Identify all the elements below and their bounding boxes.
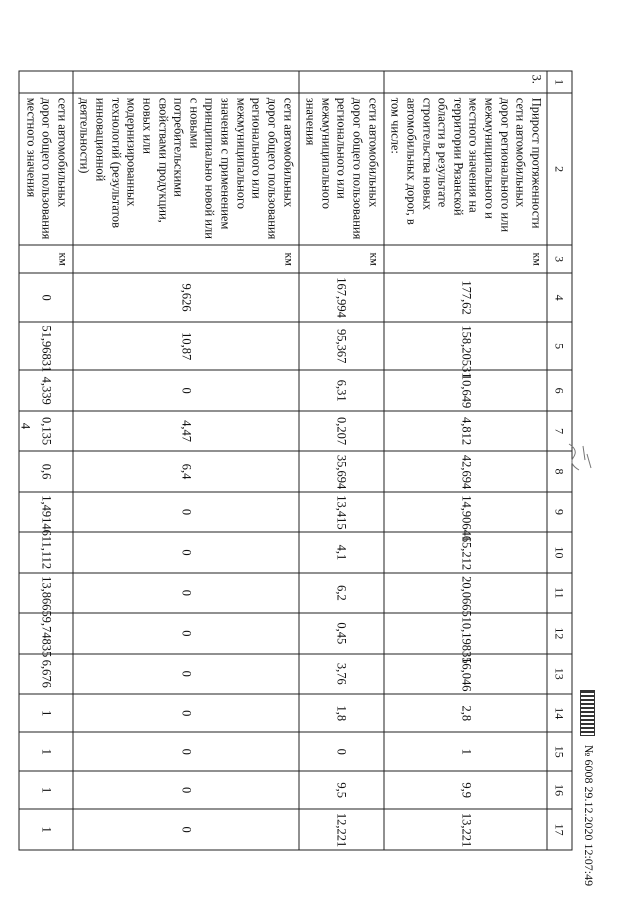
value-cell: 6,31	[299, 370, 384, 410]
value-cell: 42,694	[384, 451, 547, 491]
stamp-icon	[580, 690, 595, 736]
value-cell: 1	[19, 809, 73, 850]
value-cell: 9,9	[384, 771, 547, 809]
value-cell: 0	[73, 573, 299, 613]
header-cell: 15	[547, 732, 572, 770]
value-cell: 95,367	[299, 322, 384, 371]
value-cell: 3,76	[299, 654, 384, 694]
value-cell: 0	[73, 370, 299, 410]
row-unit: км	[19, 245, 73, 273]
value-cell: 10,87	[73, 322, 299, 371]
row-name: сети автомобильных дорог общего пользования местного значения	[19, 93, 73, 245]
value-cell: 2,8	[384, 694, 547, 732]
header-cell: 11	[547, 573, 572, 613]
header-cell: 7	[547, 411, 572, 451]
table-row	[19, 71, 73, 850]
header-cell: 13	[547, 654, 572, 694]
value-cell: 35,694	[299, 451, 384, 491]
value-cell: 1,49146	[19, 492, 73, 532]
row-unit: км	[73, 245, 299, 273]
footer	[580, 690, 596, 886]
header-cell: 14	[547, 694, 572, 732]
value-cell: 0	[73, 613, 299, 653]
value-cell: 13,8665	[19, 573, 73, 613]
header-cell: 8	[547, 451, 572, 491]
value-cell: 9,5	[299, 771, 384, 809]
value-cell: 20,0665	[384, 573, 547, 613]
header-cell: 1	[547, 71, 572, 93]
value-cell: 4,812	[384, 411, 547, 451]
table-row	[384, 71, 547, 850]
value-cell: 4,1	[299, 532, 384, 572]
value-cell: 14,90646	[384, 492, 547, 532]
header-cell: 2	[547, 93, 572, 245]
row-name: сети автомобильных дорог общего пользования регионального или межмуниципального значения	[299, 93, 384, 245]
table-row	[299, 71, 384, 850]
header-cell: 16	[547, 771, 572, 809]
pen-mark	[565, 440, 593, 476]
value-cell: 51,96831	[19, 322, 73, 371]
value-cell: 0	[73, 654, 299, 694]
value-cell: 167,994	[299, 273, 384, 322]
page-number: 4	[18, 422, 34, 430]
header-cell: 17	[547, 809, 572, 850]
value-cell: 13,415	[299, 492, 384, 532]
value-cell: 0,6	[19, 451, 73, 491]
row-unit: км	[384, 245, 547, 273]
value-cell: 0,207	[299, 411, 384, 451]
value-cell: 15,212	[384, 532, 547, 572]
header-cell: 3	[547, 245, 572, 273]
value-cell: 6,2	[299, 573, 384, 613]
value-cell: 9,74835	[19, 613, 73, 653]
row-unit: км	[299, 245, 384, 273]
value-cell: 4,47	[73, 411, 299, 451]
value-cell: 10,19835	[384, 613, 547, 653]
value-cell: 10,649	[384, 370, 547, 410]
value-cell: 0,45	[299, 613, 384, 653]
header-cell: 9	[547, 492, 572, 532]
value-cell: 6,676	[19, 654, 73, 694]
data-table	[19, 71, 573, 851]
value-cell: 177,62	[384, 273, 547, 322]
value-cell: 0	[73, 771, 299, 809]
value-cell: 13,221	[384, 809, 547, 850]
header-cell: 10	[547, 532, 572, 572]
rotated-table-container	[24, 71, 573, 851]
value-cell: 0,135	[19, 411, 73, 451]
value-cell: 1	[384, 732, 547, 770]
header-cell: 5	[547, 322, 572, 371]
value-cell: 0	[19, 273, 73, 322]
value-cell: 1	[19, 771, 73, 809]
value-cell: 0	[73, 809, 299, 850]
header-cell: 6	[547, 370, 572, 410]
value-cell: 0	[73, 492, 299, 532]
value-cell: 0	[73, 732, 299, 770]
value-cell: 16,046	[384, 654, 547, 694]
value-cell: 0	[73, 532, 299, 572]
value-cell: 158,20531	[384, 322, 547, 371]
row-name: сети автомобильных дорог общего пользования регионального или межмуниципального значения с применением принципиально новой или с новыми потребительскими свойствами продукции, новых или модернизированных технологий (результатов инновационной деятельности)	[73, 93, 299, 245]
value-cell: 12,221	[299, 809, 384, 850]
value-cell: 9,626	[73, 273, 299, 322]
value-cell: 1	[19, 732, 73, 770]
value-cell: 6,4	[73, 451, 299, 491]
value-cell: 11,112	[19, 532, 73, 572]
document-id: № 6008 29.12.2020 12:07:49	[582, 745, 596, 887]
value-cell: 1,8	[299, 694, 384, 732]
header-cell: 12	[547, 613, 572, 653]
row-number	[299, 71, 384, 93]
row-name: Прирост протяженности сети автомобильных дорог регионального или межмуниципального и местного значения на территории Рязанской области в результате строительства новых автомобильных дорог, в том числе:	[384, 93, 547, 245]
header-cell: 4	[547, 273, 572, 322]
row-number	[73, 71, 299, 93]
row-number: 3.	[384, 71, 547, 93]
value-cell: 0	[73, 694, 299, 732]
table-row	[73, 71, 299, 850]
value-cell: 0	[299, 732, 384, 770]
value-cell: 4,339	[19, 370, 73, 410]
value-cell: 1	[19, 694, 73, 732]
row-number	[19, 71, 73, 93]
